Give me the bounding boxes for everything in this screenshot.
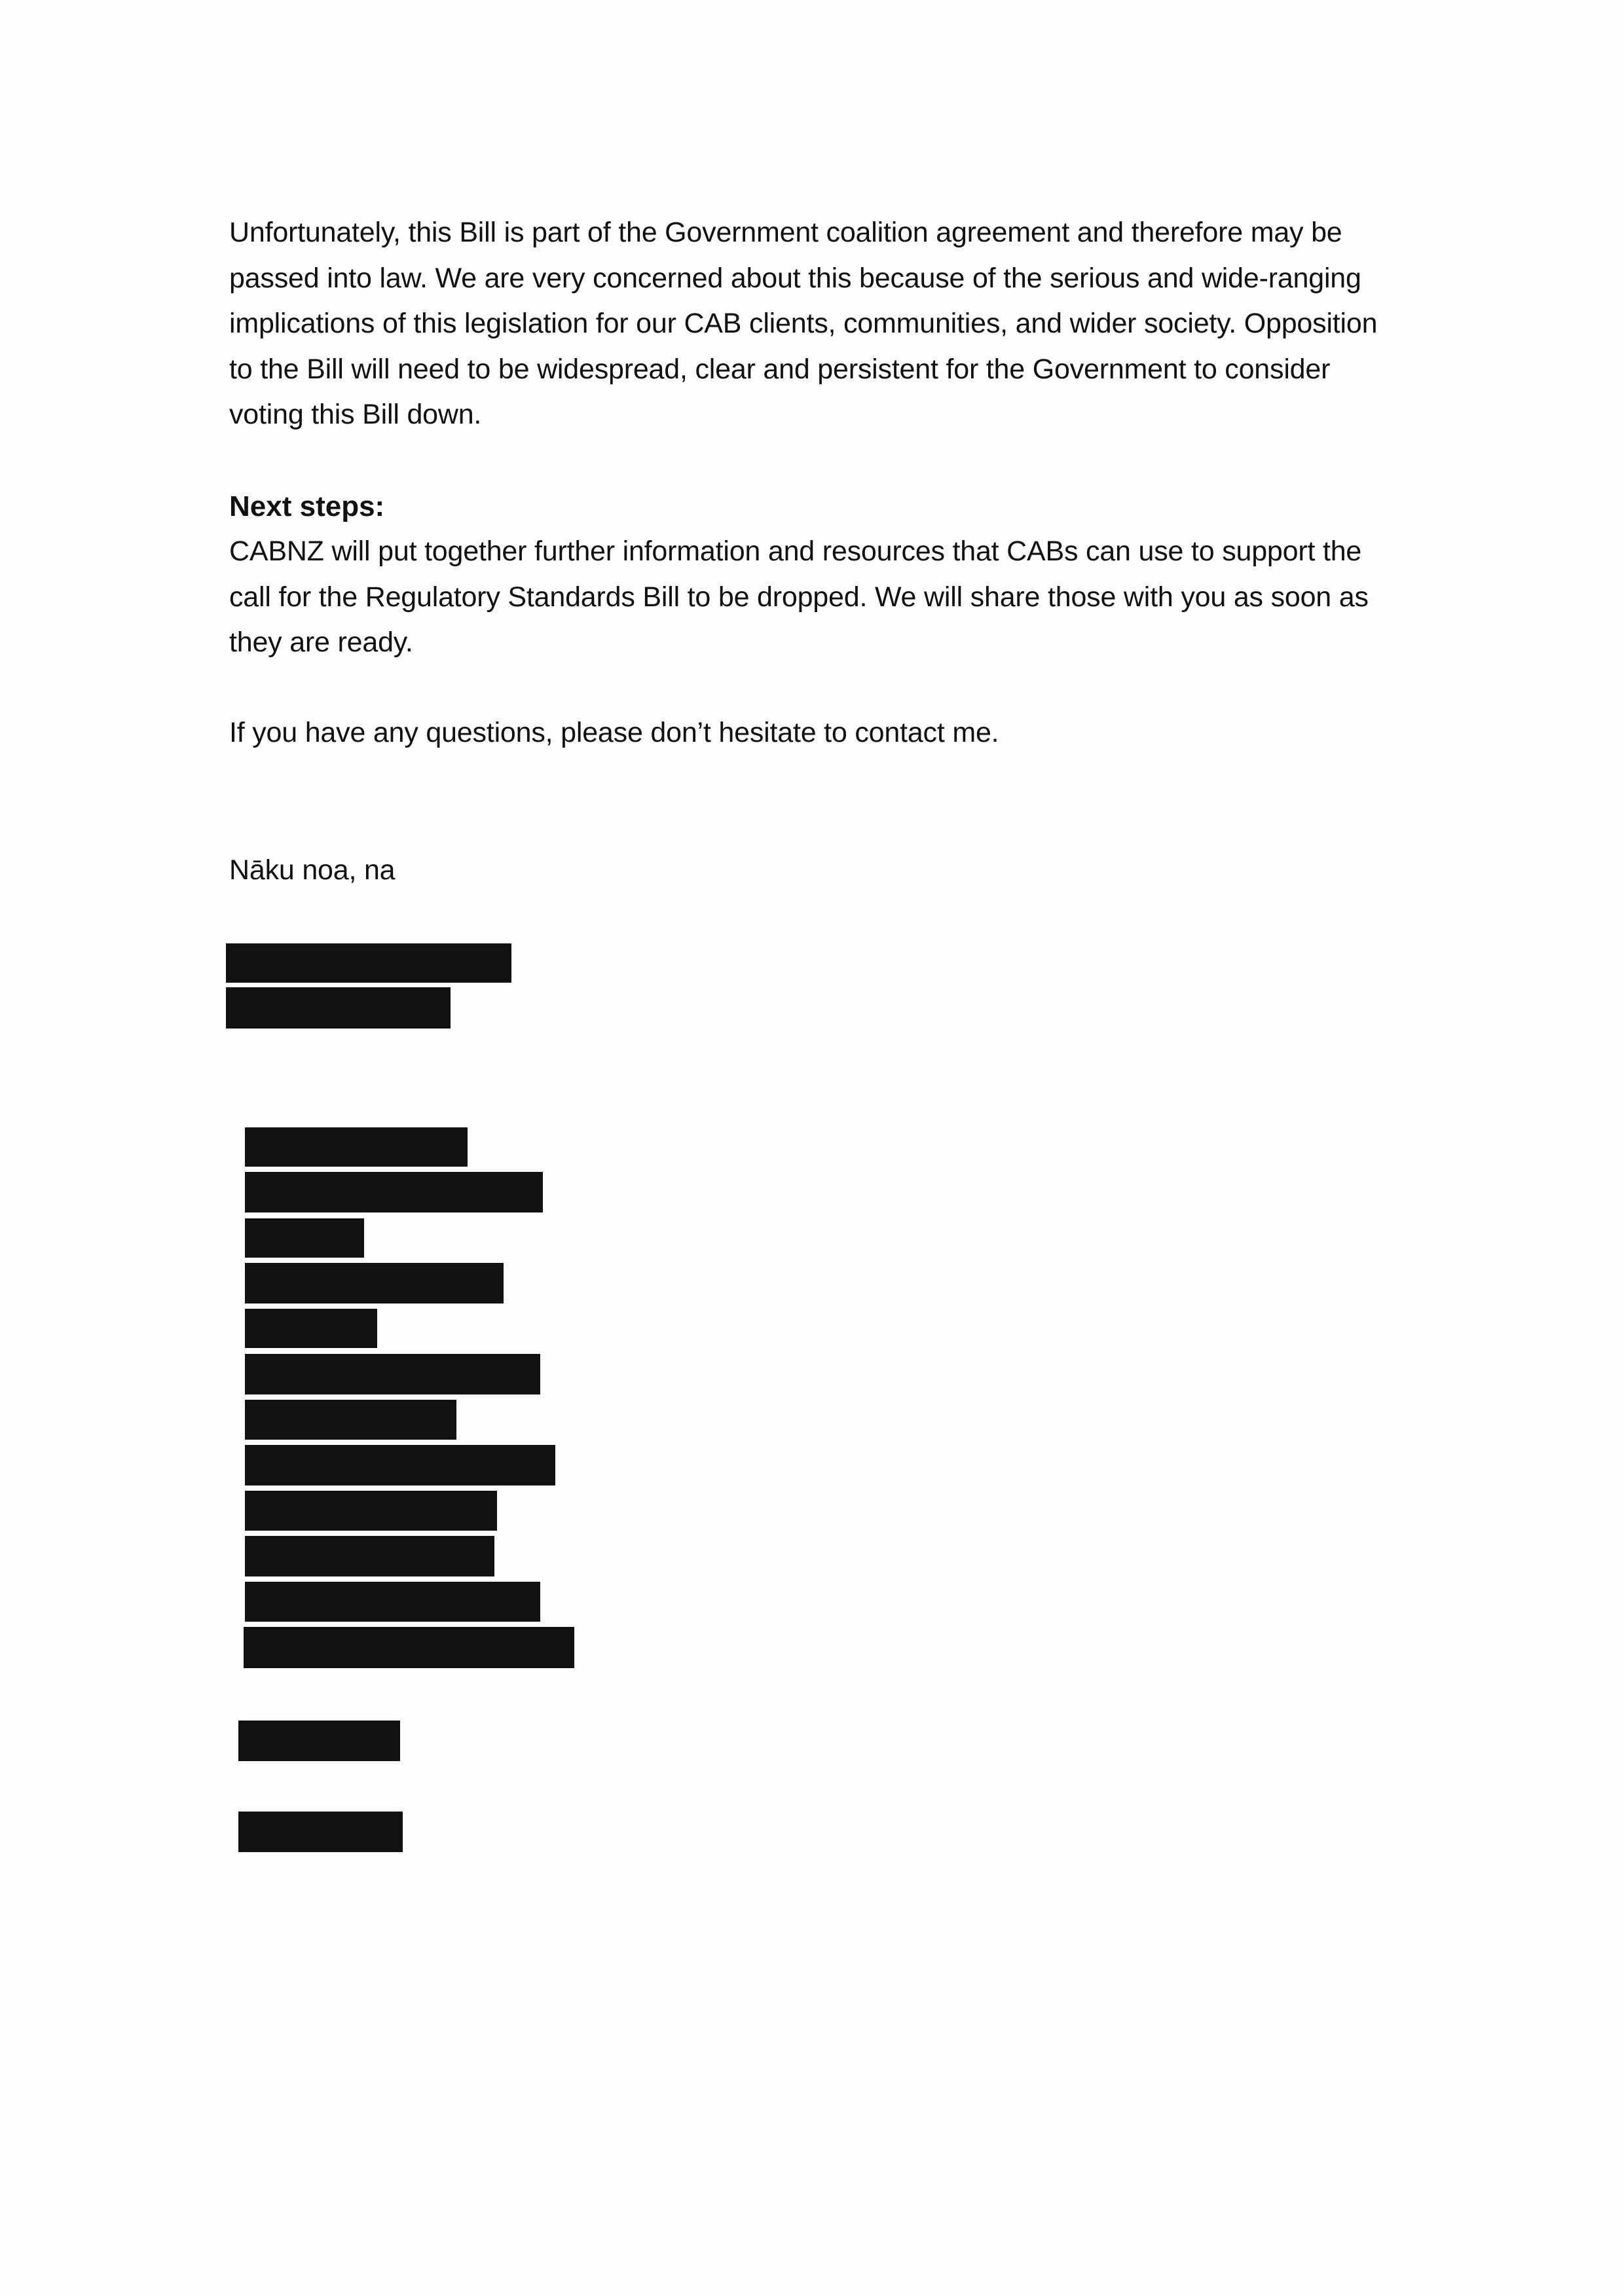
sign-off: Nāku noa, na [229, 854, 396, 886]
redaction-bar-recipient-line [245, 1309, 377, 1348]
redaction-bar-recipient-line [245, 1263, 504, 1303]
redaction-bar-signatory-title [226, 987, 451, 1029]
redaction-bar-recipient-line [244, 1627, 574, 1668]
paragraph-next-steps: CABNZ will put together further information and resources that CABs can use to support the call for the Regulatory Standards Bill to be dropped. We will share those with you as soon as they are ready. [229, 536, 1369, 658]
paragraph-coalition-agreement: Unfortunately, this Bill is part of the Government coalition agreement and therefore may be passed into law. We are very concerned about this because of the serious and wide-ranging implications of this legislation for our CAB clients, communities, and wider society. Opposition to the Bill will need to be widespread, clear and persistent for the Government to consider voting this Bill down. [229, 217, 1378, 430]
redaction-bar-recipient-line [245, 1445, 555, 1485]
redaction-bar-recipient-line [245, 1354, 540, 1394]
redaction-bar-recipient-line [245, 1400, 456, 1440]
redaction-bar-recipient-line [245, 1127, 468, 1167]
redaction-bar-footer [238, 1812, 403, 1852]
redaction-bar-recipient-line [245, 1218, 364, 1258]
redaction-bar-recipient-line [245, 1582, 540, 1622]
redaction-bar-footer [238, 1721, 400, 1761]
redaction-bar-signatory-name [226, 943, 511, 983]
paragraph-questions: If you have any questions, please don’t hesitate to contact me. [229, 717, 999, 748]
next-steps-heading: Next steps: [229, 490, 385, 522]
redaction-bar-recipient-line [245, 1536, 494, 1576]
redaction-bar-recipient-line [245, 1491, 497, 1531]
redaction-bar-recipient-line [245, 1172, 543, 1212]
